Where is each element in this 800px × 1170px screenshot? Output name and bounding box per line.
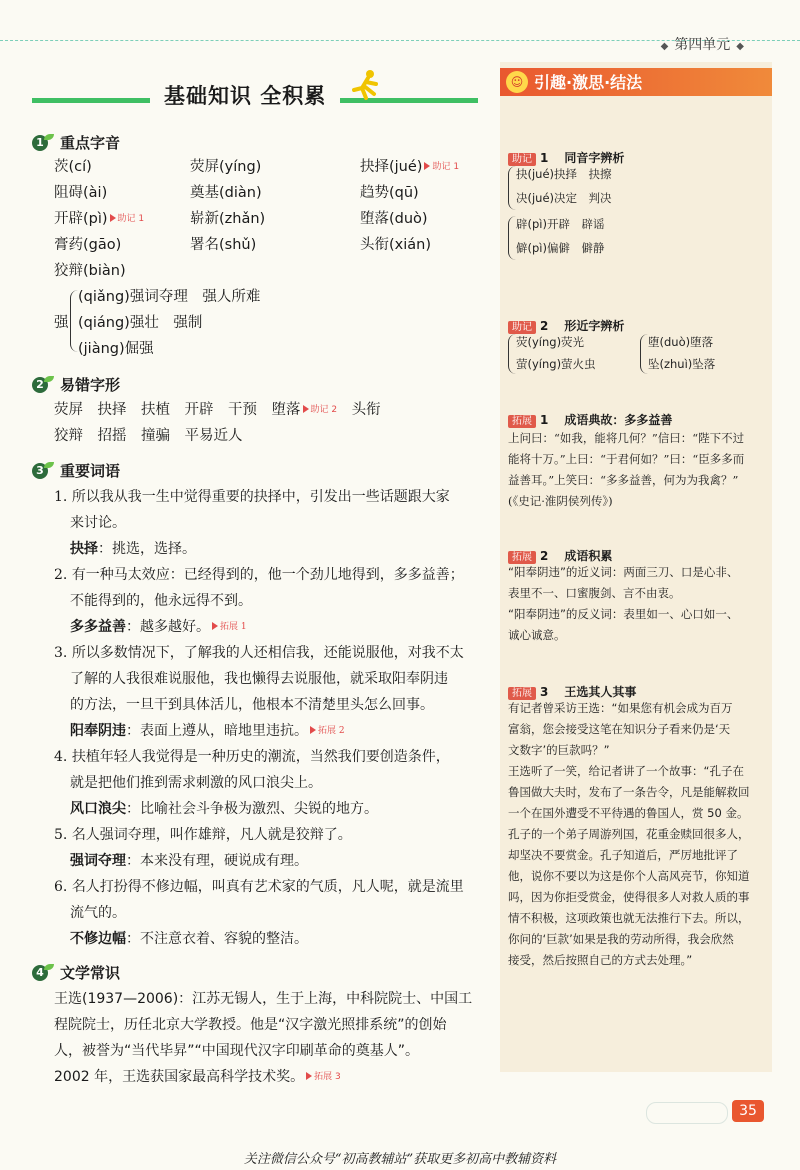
- example-item-6: 6. 名人打扮得不修边幅，叫真有艺术家的气质，凡人呢，就是流里 流气的。 不修边幅：不注意衣着、容貌的整洁。: [54, 874, 484, 952]
- extension-tag: 拓展: [508, 551, 536, 564]
- leaf-icon: [44, 134, 54, 140]
- qiang-char: 强: [54, 315, 69, 331]
- section-number: 1: [32, 135, 48, 151]
- confusable-words: 荧屏 抉择 扶植 开辟 干预 堕落: [54, 402, 301, 418]
- qiang-line-1: (qiǎng)强词夺理 强人所难: [78, 289, 261, 305]
- extension-body: “阳奉阴违”的近义词：两面三刀、口是心非、 表里不一、口蜜腹剑、言不由衷。 “阳奉阴违”的反义词：表里如一、心口如一、 诚心诚意。: [508, 565, 739, 642]
- tip-heading: 助记 1 同音字辨析: [508, 144, 624, 167]
- word: 膏药(gāo): [54, 237, 122, 253]
- zhuji-tag: 助记 2: [303, 405, 338, 415]
- tip-line: 萤(yíng)萤火虫: [516, 357, 596, 371]
- extension-tag: 拓展: [508, 415, 536, 428]
- extension-body: 有记者曾采访王选：“如果您有机会成为百万 富翁，您会接受这笔在知识分子看来仍是‘天 文数字’的巨款吗？” 王选听了一笑，给记者讲了一个故事：“孔子在 鲁国做大夫时，发布了一条告令，凡是能解救回 一个在国外遭受不平待遇的鲁国人，赏 50 金。 孔子的一个弟子周游列国，花重金赎回很多人， 却坚决不要赏金。孔子知道后，严厉地批评了 他，说你不要以为这是你个人高风亮节，你知道 吗，因为你拒受赏金，使得很多人对救人质的事 情不积极，这项政策也就无法推行下去。所以， 你问的‘巨款’如果是我的劳动所得，我会欣然 接受，然后按照自己的方式去处理。”: [508, 701, 750, 967]
- word-with-tag: [360, 154, 459, 180]
- page-number: 35: [732, 1100, 764, 1122]
- word: 趋势(qū): [360, 185, 419, 201]
- definition: 强词夺理：本来没有理，硬说成有理。: [70, 853, 308, 869]
- extension-heading: 拓展 3 王选其人其事: [508, 678, 636, 701]
- section-number: 2: [32, 377, 48, 393]
- word: 茨(cí): [54, 159, 92, 175]
- tip-heading: 助记 2 形近字辨析: [508, 312, 624, 335]
- zhuji-tag: 助记 1: [424, 162, 459, 172]
- tip-line: 荧(yíng)荧光: [516, 335, 585, 349]
- example-item-1: 1. 所以我从我一生中觉得重要的抉择中，引发出一些话题跟大家 来讨论。 抉择：挑选，选择。: [54, 484, 484, 562]
- extension-tag: 拓展: [508, 687, 536, 700]
- tuozhan-tag: 拓展 3: [306, 1072, 341, 1082]
- side-panel-title: 引趣·激思·结法: [534, 73, 643, 92]
- literary-note: [54, 986, 484, 1090]
- footer-note: 关注微信公众号“初高教辅站”获取更多初高中教辅资料: [243, 1152, 557, 1167]
- leaf-icon: [44, 462, 54, 468]
- literary-line: 程院院士，历任北京大学教授。他是“汉字激光照排系统”的创始: [54, 1017, 447, 1033]
- section-title: 重点字音: [60, 134, 121, 152]
- qiang-line-3: (jiàng)倔强: [78, 341, 154, 357]
- swirl-ornament: [646, 1102, 728, 1124]
- definition: 抉择：挑选，选择。: [70, 541, 196, 557]
- word: 开辟(pì): [54, 211, 108, 227]
- tip-line: 僻(pì)偏僻 僻静: [516, 241, 605, 255]
- tip-line: 抉(jué)抉择 抉擦: [516, 167, 612, 181]
- section-title: 文学常识: [60, 964, 121, 982]
- confusable-row-1: [54, 397, 381, 423]
- confusable-word: 头衔: [351, 402, 381, 418]
- confusable-row-2: 狡辩 招摇 撞骗 平易近人: [54, 428, 243, 444]
- word: 奠基(diàn): [190, 185, 262, 201]
- section-title: 重要词语: [60, 462, 121, 480]
- definition: 不修边幅：不注意衣着、容貌的整洁。: [70, 931, 308, 947]
- literary-line: 2002 年，王选获国家最高科学技术奖。 拓展 3: [54, 1069, 341, 1085]
- unit-label-text: 第四单元: [674, 37, 731, 53]
- section-title: 易错字形: [60, 376, 121, 394]
- word: 狡辩(biàn): [54, 263, 126, 279]
- literary-line: 人，被誉为“当代毕昇”“中国现代汉字印刷革命的奠基人”。: [54, 1043, 420, 1059]
- unit-label: [655, 34, 750, 54]
- smiley-icon: ☺: [506, 71, 528, 93]
- tip-line: 决(jué)决定 判决: [516, 191, 612, 205]
- extension-heading: 拓展 2 成语积累: [508, 542, 612, 565]
- word: 头衔(xián): [360, 237, 431, 253]
- tip-line: 坠(zhuì)坠落: [648, 357, 716, 371]
- leaf-icon: [44, 376, 54, 382]
- word: 抉择(jué): [360, 159, 423, 175]
- literary-line: 王选(1937—2006)：江苏无锡人，生于上海，中科院院士、中国工: [54, 991, 473, 1007]
- tip-tag: 助记: [508, 153, 536, 166]
- example-item-3: 3. 所以多数情况下，了解我的人还相信我，还能说服他，对我不太 了解的人我很难说服他，我也懒得去说服他，就采取阳奉阴违 的方法，一旦干到具体活儿，他根本不清楚里头怎么回事。 阳奉阴违：表面上遵从，暗地里违抗。 拓展 2: [54, 640, 484, 744]
- definition: 多多益善：越多越好。 拓展 1: [70, 619, 247, 635]
- section-heading-3: [32, 460, 120, 481]
- tuozhan-tag: 拓展 1: [212, 622, 247, 632]
- page-title: 基础知识 全积累: [150, 80, 340, 110]
- section-heading-4: [32, 962, 120, 983]
- word-with-tag: [54, 206, 144, 232]
- section-heading-1: [32, 132, 120, 153]
- tuozhan-tag: 拓展 2: [310, 726, 345, 736]
- section-number: 4: [32, 965, 48, 981]
- word: 崭新(zhǎn): [190, 211, 266, 227]
- word: 阻碍(ài): [54, 185, 108, 201]
- zhuji-tag: 助记 1: [110, 214, 145, 224]
- extension-body: 上问曰：“如我，能将几何？”信曰：“陛下不过 能将十万。”上曰：“于君何如？”曰：“臣多多而 益善耳。”上笑曰：“多多益善，何为为我禽？” (《史记·淮阴侯列传》): [508, 431, 745, 508]
- section-number: 3: [32, 463, 48, 479]
- word: 荧屏(yíng): [190, 159, 262, 175]
- definition: 风口浪尖：比喻社会斗争极为激烈、尖锐的地方。: [70, 801, 378, 817]
- word: 堕落(duò): [360, 211, 428, 227]
- example-item-2: 2. 有一种马太效应：已经得到的，他一个劲儿地得到，多多益善； 不能得到的，他永远得不到。 多多益善：越多越好。 拓展 1: [54, 562, 484, 640]
- running-figure-icon: [348, 68, 384, 102]
- tip-line: 辟(pì)开辟 辟谣: [516, 217, 605, 231]
- word: 署名(shǔ): [190, 237, 257, 253]
- section-heading-2: [32, 374, 120, 395]
- leaf-icon: [44, 964, 54, 970]
- diamond-icon: ◆: [660, 41, 669, 52]
- example-item-4: 4. 扶植年轻人我觉得是一种历史的潮流，当然我们要创造条件， 就是把他们推到需求刺激的风口浪尖上。 风口浪尖：比喻社会斗争极为激烈、尖锐的地方。: [54, 744, 484, 822]
- extension-heading: 拓展 1 成语典故：多多益善: [508, 406, 672, 429]
- tip-tag: 助记: [508, 321, 536, 334]
- diamond-icon: ◆: [736, 41, 744, 52]
- qiang-line-2: (qiáng)强壮 强制: [78, 315, 203, 331]
- example-item-5: 5. 名人强词夺理，叫作雄辩，凡人就是狡辩了。 强词夺理：本来没有理，硬说成有理。: [54, 822, 484, 874]
- definition: 阳奉阴违：表面上遵从，暗地里违抗。 拓展 2: [70, 723, 345, 739]
- tip-line: 堕(duò)堕落: [648, 335, 714, 349]
